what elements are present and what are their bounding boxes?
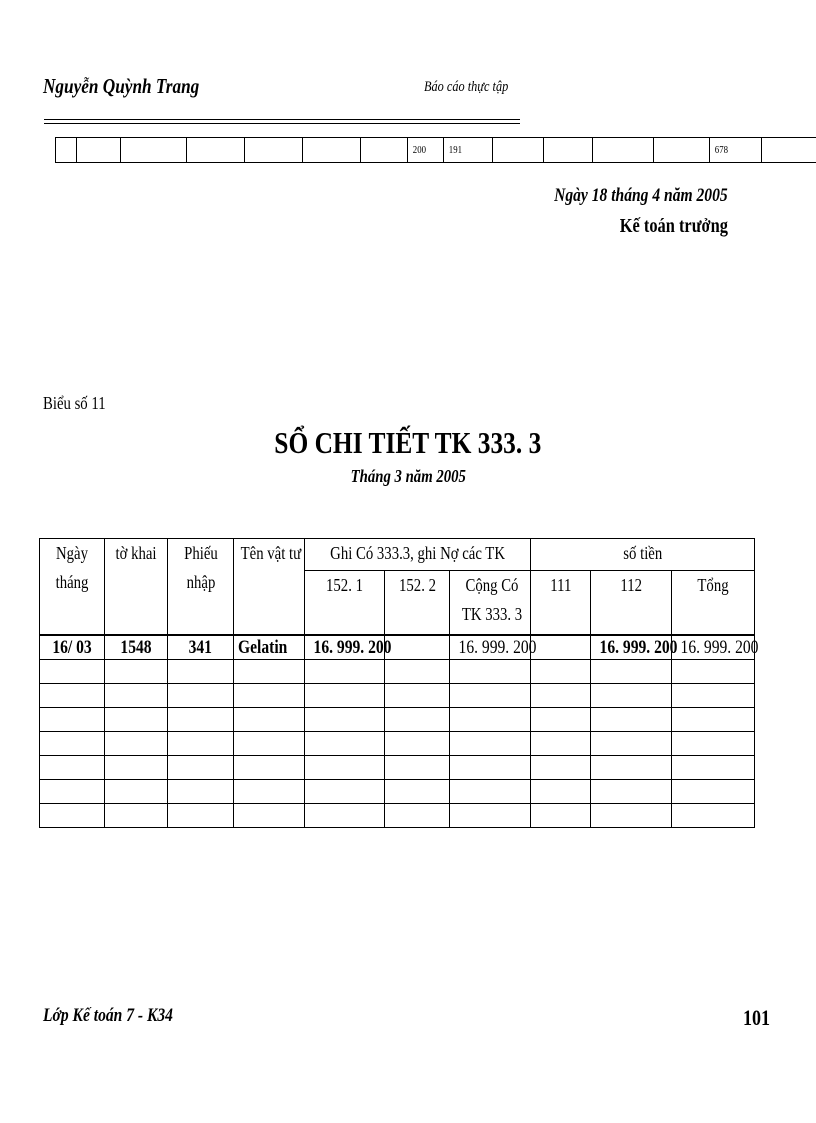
table-cell xyxy=(121,138,187,163)
table-cell xyxy=(303,138,361,163)
header-row-1 xyxy=(40,539,755,571)
header-material: Tên vật tư xyxy=(234,539,305,636)
empty-row xyxy=(40,660,755,684)
cell-1521: 16. 999. 200 xyxy=(305,635,385,660)
form-label: Biểu số 11 xyxy=(43,393,106,413)
empty-row xyxy=(40,708,755,732)
cell-111 xyxy=(531,635,591,660)
top-continuation-table xyxy=(55,137,816,163)
cell-declaration: 1548 xyxy=(105,635,168,660)
table-cell: 191 xyxy=(444,138,493,163)
page-subtitle: Tháng 3 năm 2005 xyxy=(350,466,466,486)
cell-date: 16/ 03 xyxy=(40,635,105,660)
table-cell xyxy=(493,138,544,163)
cell-1522 xyxy=(385,635,450,660)
cell-total: 16. 999. 200 xyxy=(672,635,755,660)
empty-row xyxy=(40,732,755,756)
cell-112: 16. 999. 200 xyxy=(591,635,672,660)
page-title: SỔ CHI TIẾT TK 333. 3 xyxy=(274,425,542,460)
header-declaration: tờ khai xyxy=(105,539,168,636)
author-name: Nguyễn Quỳnh Trang xyxy=(43,74,200,98)
signature-date: Ngày 18 tháng 4 năm 2005 xyxy=(554,185,728,206)
header-rule-bottom xyxy=(44,123,520,124)
table-cell xyxy=(654,138,710,163)
footer-class-label: Lớp Kế toán 7 - K34 xyxy=(43,1005,173,1026)
header-date: Ngày tháng xyxy=(40,539,105,636)
table-cell xyxy=(361,138,408,163)
table-cell xyxy=(56,138,77,163)
header-1522: 152. 2 xyxy=(385,571,450,636)
header-111: 111 xyxy=(531,571,591,636)
table-cell xyxy=(593,138,654,163)
header-credit-group: Ghi Có 333.3, ghi Nợ các TK xyxy=(305,539,531,571)
cell-material: Gelatin xyxy=(234,635,305,660)
table-cell xyxy=(77,138,121,163)
table-row xyxy=(40,635,755,660)
table-cell xyxy=(187,138,245,163)
ledger-table xyxy=(39,538,759,828)
header-amount-group: số tiền xyxy=(531,539,755,571)
report-label: Báo cáo thực tập xyxy=(424,79,509,95)
empty-row xyxy=(40,804,755,828)
header-112: 112 xyxy=(591,571,672,636)
page-number: 101 xyxy=(742,1005,770,1030)
table-cell xyxy=(544,138,593,163)
header-total-credit: Cộng Có TK 333. 3 xyxy=(450,571,531,636)
header-receipt: Phiếu nhập xyxy=(168,539,234,636)
table-cell xyxy=(245,138,303,163)
table-cell: 200 xyxy=(408,138,444,163)
cell-total-credit: 16. 999. 200 xyxy=(450,635,531,660)
header-rule-top xyxy=(44,119,520,120)
cell-receipt: 341 xyxy=(168,635,234,660)
table-cell: 678 xyxy=(710,138,762,163)
empty-row xyxy=(40,684,755,708)
continuation-row xyxy=(56,138,816,163)
header-total: Tổng xyxy=(672,571,755,636)
signature-role: Kế toán trưởng xyxy=(619,215,728,237)
empty-row xyxy=(40,780,755,804)
table-cell xyxy=(762,138,816,163)
empty-row xyxy=(40,756,755,780)
header-1521: 152. 1 xyxy=(305,571,385,636)
